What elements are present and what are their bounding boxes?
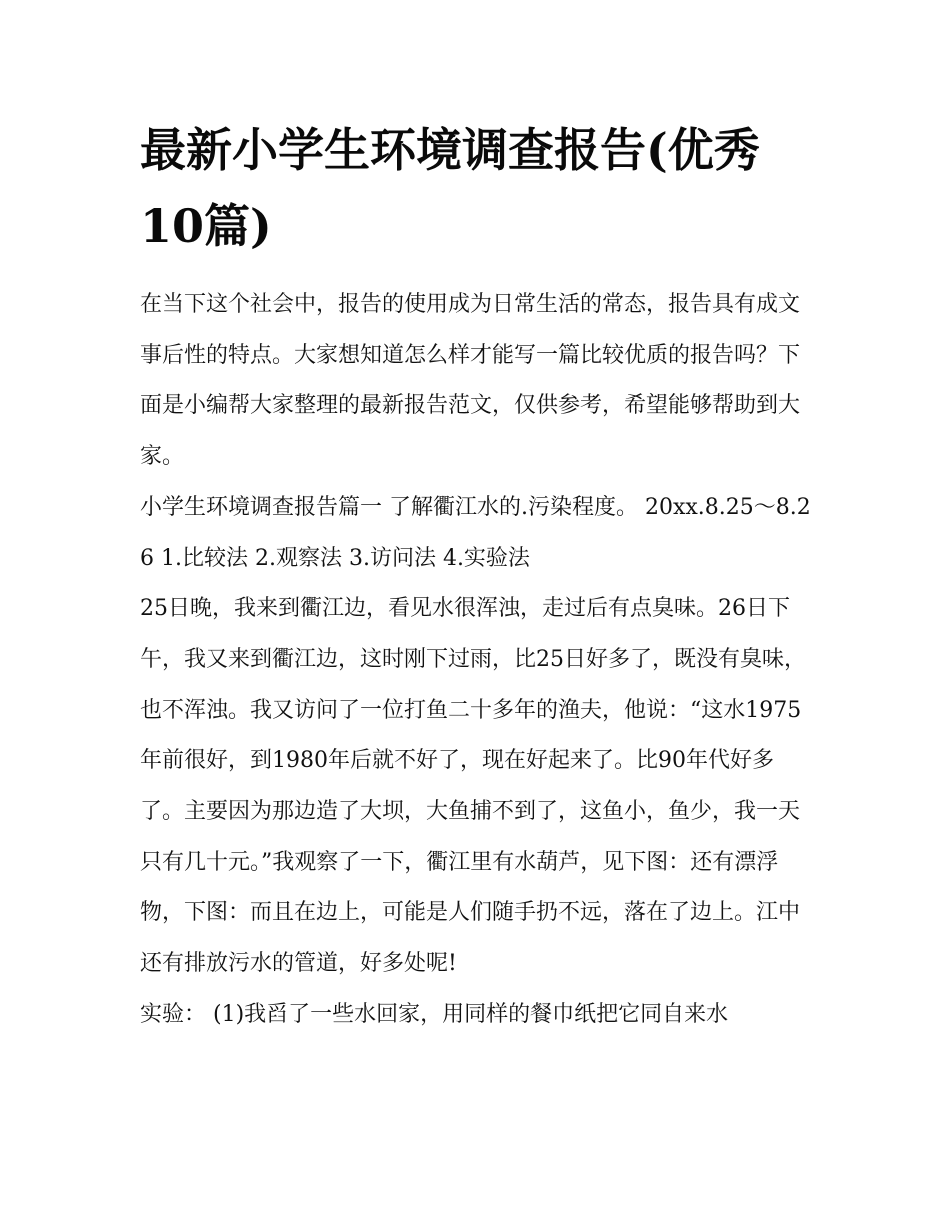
paragraph-list <box>140 280 812 1041</box>
paragraph-observation: 25日晚，我来到衢江边，看见水很浑浊，走过后有点臭味。26日下午，我又来到衢江边，这时刚下过雨，比25日好多了，既没有臭味，也不浑浊。我又访问了一位打鱼二十多年的渔夫，他说：“这水1975年前很好，到1980年后就不好了，现在好起来了。比90年代好多了。主要因为那边造了大坝，大鱼捕不到了，这鱼小，鱼少，我一天只有几十元。”我观察了一下，衢江里有水葫芦，见下图：还有漂浮物，下图：而且在边上，可能是人们随手扔不远，落在了边上。江中还有排放污水的管道，好多处呢! <box>140 596 806 977</box>
paragraph-intro: 在当下这个社会中，报告的使用成为日常生活的常态，报告具有成文事后性的特点。大家想知道怎么样才能写一篇比较优质的报告吗？下面是小编帮大家整理的最新报告范文，仅供参考，希望能够帮助到大家。 <box>140 292 801 470</box>
paragraph-report-header: 小学生环境调查报告篇一 了解衢江水的.污染程度。 20xx.8.25～8.26 1.比较法 2.观察法 3.访问法 4.实验法 <box>140 494 811 571</box>
document-body <box>140 112 812 1041</box>
paragraph-experiment: 实验： (1)我舀了一些水回家，用同样的餐巾纸把它同自来水 <box>140 1001 729 1027</box>
document-title: 最新小学生环境调查报告(优秀10篇) <box>140 123 760 253</box>
